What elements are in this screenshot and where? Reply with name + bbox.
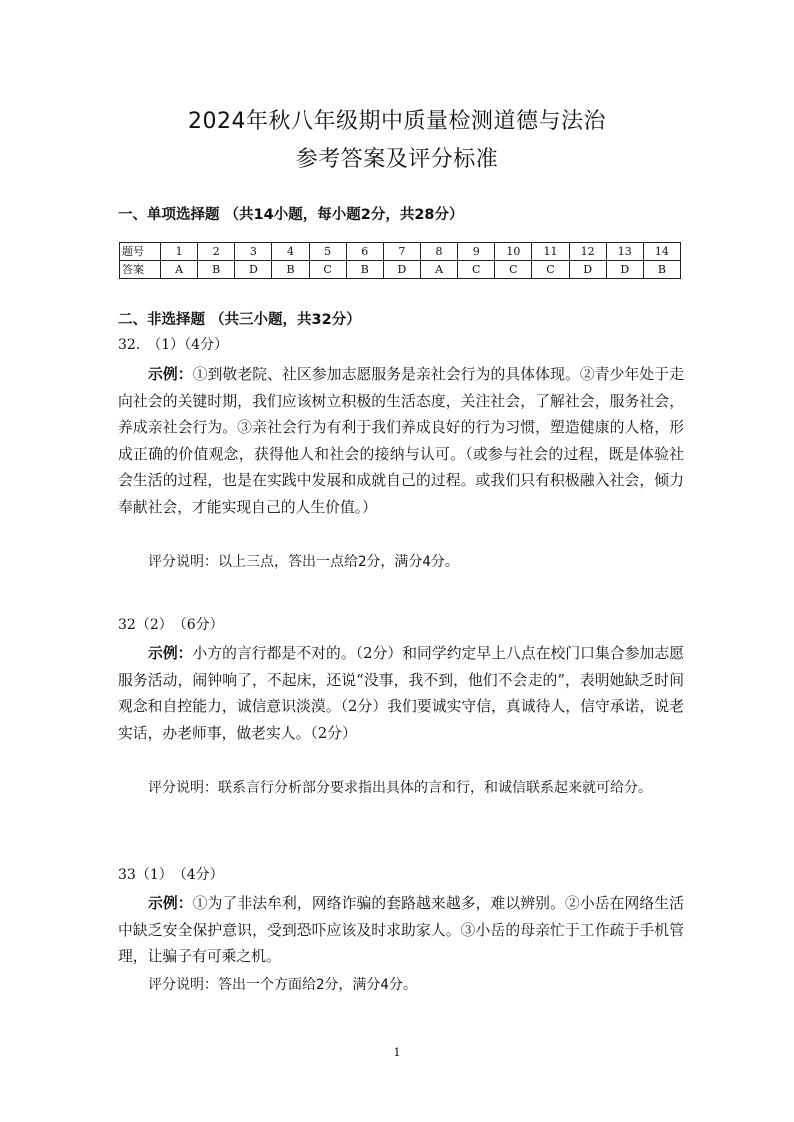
example-label: 示例： bbox=[148, 645, 193, 662]
answer-table bbox=[119, 242, 681, 279]
question-33-1-scoring-note: 评分说明：答出一个方面给2分，满分4分。 bbox=[148, 977, 417, 993]
answer-cell: A bbox=[161, 261, 198, 279]
section-2-heading: 二、非选择题 （共三小题，共32分） bbox=[118, 312, 361, 328]
question-number: 2 bbox=[198, 243, 235, 261]
answer-cell: A bbox=[420, 261, 457, 279]
example-label: 示例： bbox=[148, 366, 193, 383]
question-number: 11 bbox=[532, 243, 569, 261]
question-number: 3 bbox=[235, 243, 272, 261]
answer-cell: D bbox=[569, 261, 606, 279]
question-32-2-scoring-note: 评分说明：联系言行分析部分要求指出具体的言和行，和诚信联系起来就可给分。 bbox=[148, 780, 652, 796]
question-number: 5 bbox=[309, 243, 346, 261]
page-title: 2024年秋八年级期中质量检测道德与法治 bbox=[188, 109, 606, 134]
answer-text: 小方的言行都是不对的。（2分）和同学约定早上八点在校门口集合参加志愿服务活动，闹钟响了，不起床，还说“没事，我不到，他们不会走的”，表明她缺乏时间观念和自控能力，诚信意识淡漠。（2分）我们要诚实守信，真诚待人，信守承诺，说老实话，办老师事，做老实人。（2分） bbox=[118, 645, 684, 742]
row-label: 题号 bbox=[120, 243, 161, 261]
question-number: 1 bbox=[161, 243, 198, 261]
question-number: 4 bbox=[272, 243, 309, 261]
question-32-2-heading: 32（2） （6分） bbox=[118, 617, 224, 633]
question-number: 9 bbox=[458, 243, 495, 261]
table-row-answers bbox=[120, 261, 681, 279]
answer-text: ①到敬老院、社区参加志愿服务是亲社会行为的具体体现。②青少年处于走向社会的关键时期，我们应该树立积极的生活态度，关注社会，了解社会，服务社会，养成亲社会行为。③亲社会行为有利于我们养成良好的行为习惯，塑造健康的人格，形成正确的价值观念，获得他人和社会的接纳与认可。（或参与社会的过程，既是体验社会生活的过程，也是在实践中发展和成就自己的过程。或我们只有积极融入社会，倾力奉献社会，才能实现自己的人生价值。） bbox=[118, 366, 684, 516]
question-number: 12 bbox=[569, 243, 606, 261]
answer-cell: B bbox=[198, 261, 235, 279]
row-label: 答案 bbox=[120, 261, 161, 279]
question-number: 6 bbox=[346, 243, 383, 261]
question-32-1-heading: 32. （1）（4分） bbox=[118, 337, 229, 353]
answer-cell: C bbox=[309, 261, 346, 279]
answer-cell: B bbox=[346, 261, 383, 279]
section-1-heading: 一、单项选择题 （共14小题，每小题2分，共28分） bbox=[118, 207, 464, 223]
answer-cell: B bbox=[272, 261, 309, 279]
question-number: 10 bbox=[495, 243, 532, 261]
question-32-2-answer bbox=[118, 641, 684, 747]
answer-cell: C bbox=[458, 261, 495, 279]
answer-cell: C bbox=[495, 261, 532, 279]
question-number: 7 bbox=[383, 243, 420, 261]
answer-cell: B bbox=[643, 261, 680, 279]
question-number: 13 bbox=[606, 243, 643, 261]
answer-cell: D bbox=[235, 261, 272, 279]
question-32-1-answer bbox=[118, 362, 684, 521]
answer-cell: C bbox=[532, 261, 569, 279]
page-number: 1 bbox=[393, 1046, 401, 1059]
question-33-1-answer bbox=[118, 891, 684, 971]
answer-text: ①为了非法牟利，网络诈骗的套路越来越多，难以辨别。②小岳在网络生活中缺乏安全保护意识，受到恐吓应该及时求助家人。③小岳的母亲忙于工作疏于手机管理，让骗子有可乘之机。 bbox=[118, 895, 684, 965]
page-subtitle: 参考答案及评分标准 bbox=[295, 147, 499, 172]
answer-cell: D bbox=[606, 261, 643, 279]
question-number: 14 bbox=[643, 243, 680, 261]
question-32-1-scoring-note: 评分说明：以上三点，答出一点给2分，满分4分。 bbox=[148, 554, 459, 570]
example-label: 示例： bbox=[148, 895, 193, 912]
table-row-numbers bbox=[120, 243, 681, 261]
answer-cell: D bbox=[383, 261, 420, 279]
question-33-1-heading: 33（1） （4分） bbox=[118, 867, 224, 883]
question-number: 8 bbox=[420, 243, 457, 261]
